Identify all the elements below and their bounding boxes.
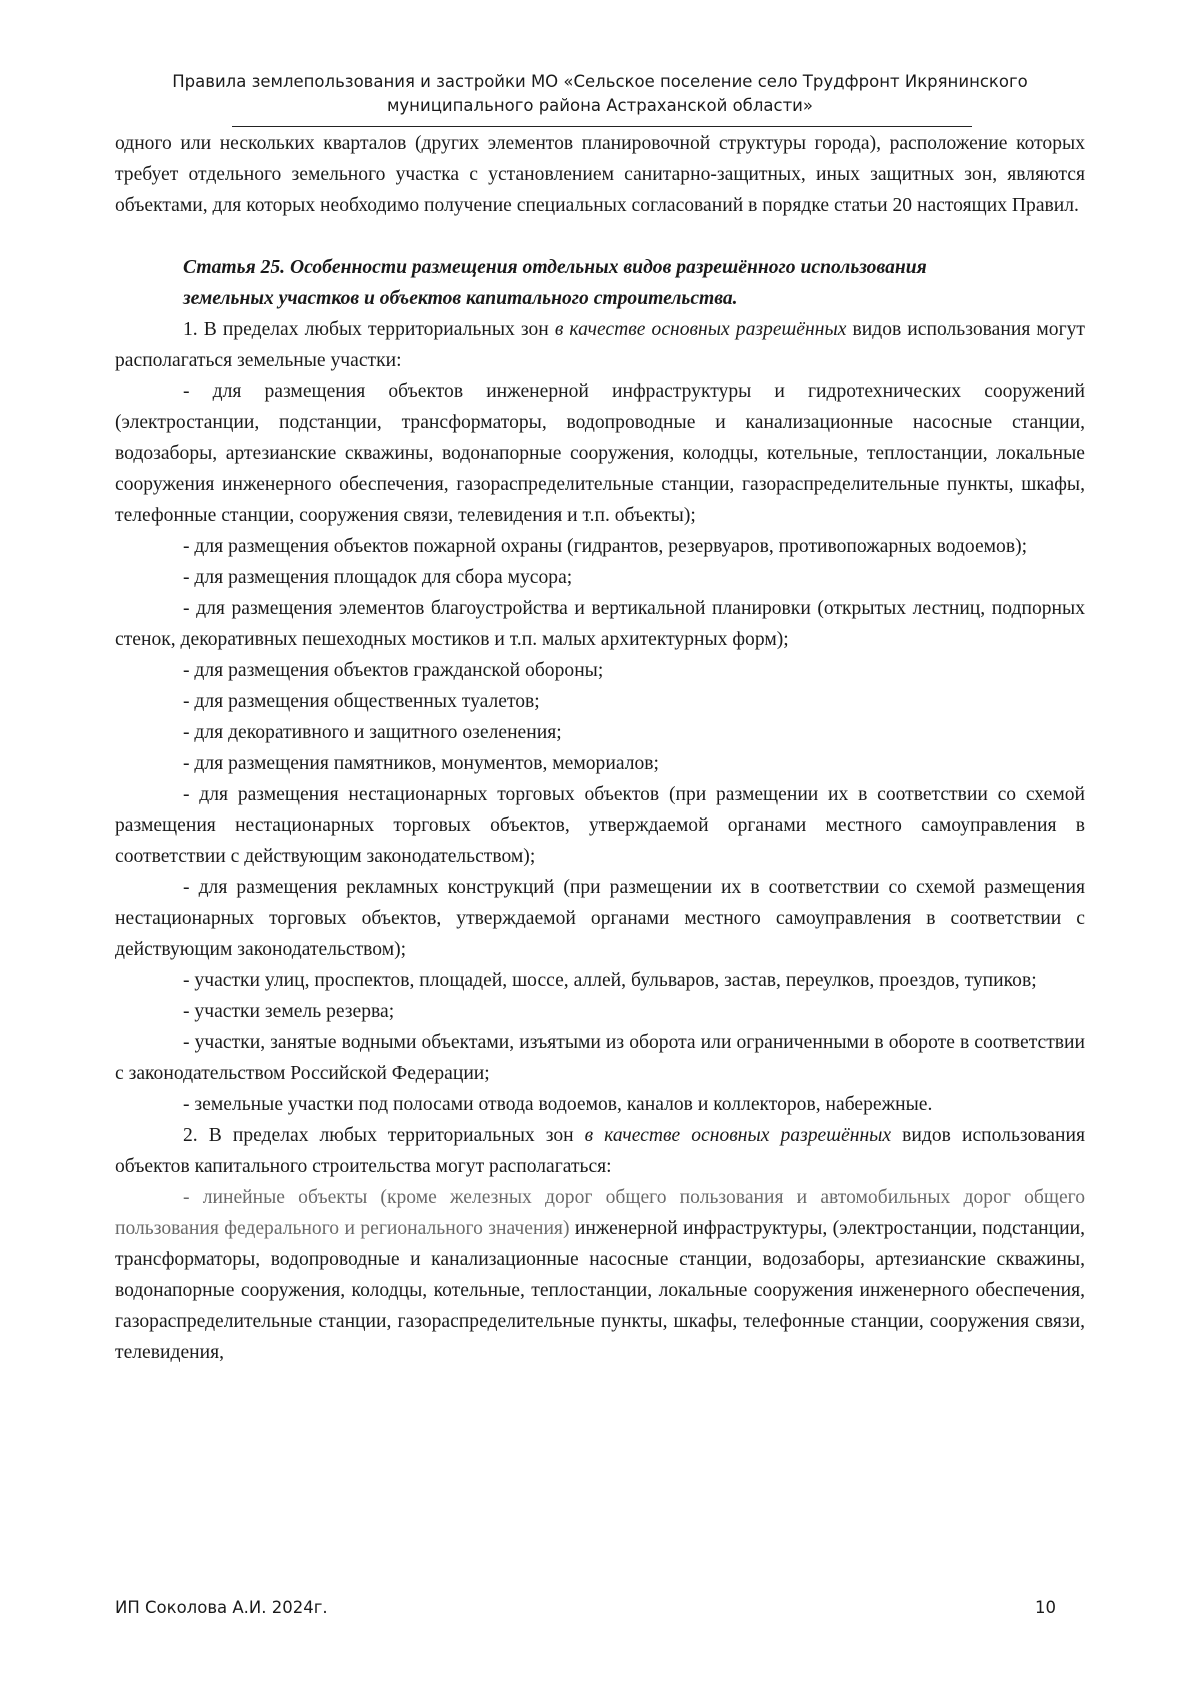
footer-author: ИП Соколова А.И. 2024г. bbox=[115, 1598, 328, 1617]
list-item: - для размещения объектов инженерной инфраструктуры и гидротехнических сооружений (электростанции, подстанции, трансформаторы, водопроводные и канализационные насосные станции, водозаборы, артезианские скважины, водонапорные сооружения, колодцы, котельные, теплостанции, локальные сооружения инженерного обеспечения, газораспределительные станции, газораспределительные пункты, шкафы, телефонные станции, сооружения связи, телевидения и т.п. объекты); bbox=[115, 381, 1085, 526]
clause-1-italic: в качестве основных разрешённых bbox=[554, 319, 847, 340]
clause-1-tail: видов использования могут располагаться земельные участки: bbox=[115, 319, 1085, 371]
article-heading-line-1: Статья 25. Особенности размещения отдельных видов разрешённого использования bbox=[183, 257, 927, 278]
clause-2 bbox=[115, 1120, 1085, 1182]
continuation-paragraph: одного или нескольких кварталов (других элементов планировочной структуры города), расположение которых требует отдельного земельного участка с установлением санитарно-защитных, иных защитных зон, являются объектами, для которых необходимо получение специальных согласований в порядке статьи 20 настоящих Правил. bbox=[115, 133, 1085, 216]
list-item: - для размещения рекламных конструкций (при размещении их в соответствии со схемой размещения нестационарных торговых объектов, утверждаемой органами местного самоуправления в соответствии с действующим законодательством); bbox=[115, 877, 1085, 960]
list-item: - для размещения общественных туалетов; bbox=[183, 691, 540, 712]
list-item: - для размещения памятников, монументов, мемориалов; bbox=[183, 753, 659, 774]
list-item: - для размещения объектов гражданской обороны; bbox=[183, 660, 604, 681]
running-header bbox=[150, 70, 1050, 118]
clause-2-tail: видов использования объектов капитального строительства могут располагаться: bbox=[115, 1125, 1085, 1177]
clause-1-text: 1. В пределах любых территориальных зон bbox=[183, 319, 555, 340]
header-line-2: муниципального района Астраханской области» bbox=[386, 96, 814, 115]
clause-2-italic: в качестве основных разрешённых bbox=[584, 1125, 892, 1146]
list-item: - участки, занятые водными объектами, изъятыми из оборота или ограниченными в обороте в соответствии с законодательством Российской Федерации; bbox=[115, 1032, 1085, 1084]
list-item: - участки улиц, проспектов, площадей, шоссе, аллей, бульваров, застав, переулков, проездов, тупиков; bbox=[183, 970, 1037, 991]
header-divider bbox=[232, 126, 972, 127]
clause-2-text: 2. В пределах любых территориальных зон bbox=[183, 1125, 585, 1146]
article-heading-line-2: земельных участков и объектов капитального строительства. bbox=[183, 288, 738, 309]
clause-1 bbox=[115, 314, 1085, 376]
faded-text: - линейные объекты (кроме железных дорог общего пользования и автомобильных дорог общего пользования федерального и регионального значения) bbox=[115, 1187, 1085, 1239]
article-heading bbox=[115, 252, 1085, 314]
list-item: - для размещения нестационарных торговых объектов (при размещении их в соответствии со схемой размещения нестационарных торговых объектов, утверждаемой органами местного самоуправления в соответствии с действующим законодательством); bbox=[115, 784, 1085, 867]
list-item: - для размещения элементов благоустройства и вертикальной планировки (открытых лестниц, подпорных стенок, декоративных пешеходных мостиков и т.п. малых архитектурных форм); bbox=[115, 598, 1085, 650]
clause-1-list bbox=[115, 376, 1085, 1120]
list-item-text: инженерной инфраструктуры, (электростанции, подстанции, трансформаторы, водопроводные и канализационные насосные станции, водозаборы, артезианские скважины, водонапорные сооружения, колодцы, котельные, теплостанции, локальные сооружения инженерного обеспечения, газораспределительные станции, газораспределительные пункты, шкафы, телефонные станции, сооружения связи, телевидения, bbox=[115, 1218, 1085, 1363]
list-item: - для размещения объектов пожарной охраны (гидрантов, резервуаров, противопожарных водоемов); bbox=[183, 536, 1028, 557]
list-item: - земельные участки под полосами отвода водоемов, каналов и коллекторов, набережные. bbox=[183, 1094, 933, 1115]
list-item: - участки земель резерва; bbox=[183, 1001, 395, 1022]
list-item: - для декоративного и защитного озеленения; bbox=[183, 722, 562, 743]
document-body bbox=[115, 128, 1085, 1368]
header-line-1: Правила землепользования и застройки МО «Сельское поселение село Трудфронт Икрянинского bbox=[172, 72, 1028, 91]
page-number: 10 bbox=[1035, 1598, 1056, 1617]
clause-2-list-item bbox=[115, 1182, 1085, 1368]
list-item: - для размещения площадок для сбора мусора; bbox=[183, 567, 573, 588]
